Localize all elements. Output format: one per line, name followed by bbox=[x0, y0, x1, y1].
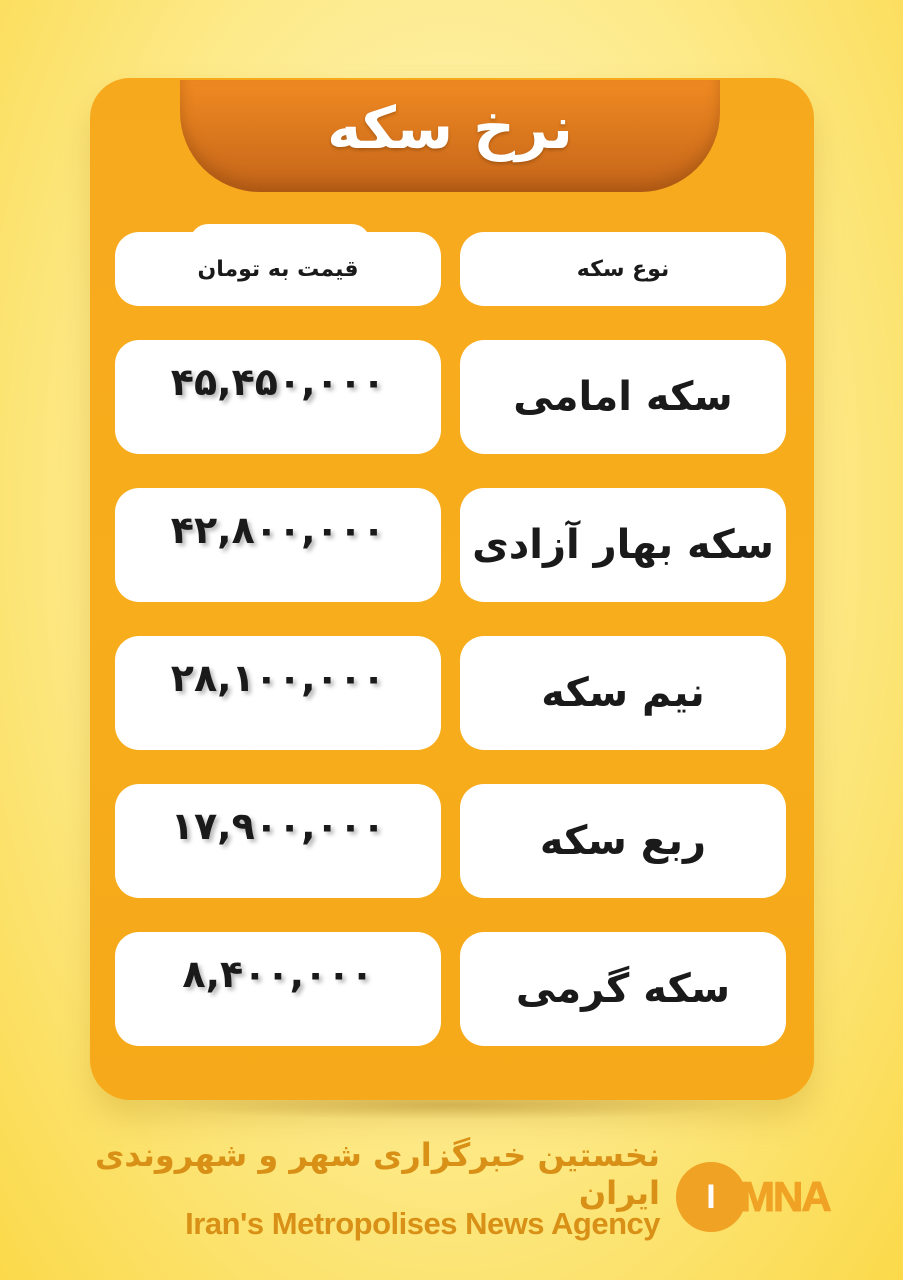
coin-name-cell: ربع سکه bbox=[460, 784, 786, 898]
coin-name-cell: سکه امامی bbox=[460, 340, 786, 454]
footer-english-tagline: Iran's Metropolises News Agency bbox=[185, 1206, 660, 1241]
price-cell: ۴۵,۴۵۰,۰۰۰ bbox=[115, 340, 441, 454]
logo-circle-icon: I bbox=[676, 1162, 746, 1232]
coin-name-cell: نیم سکه bbox=[460, 636, 786, 750]
coin-name-cell: سکه گرمی bbox=[460, 932, 786, 1046]
page-title: نرخ سکه bbox=[327, 94, 573, 162]
header-type: نوع سکه bbox=[460, 232, 786, 306]
price-cell: ۴۲,۸۰۰,۰۰۰ bbox=[115, 488, 441, 602]
coin-name-cell: سکه بهار آزادی bbox=[460, 488, 786, 602]
header-price: قیمت به تومان bbox=[115, 232, 441, 306]
footer-persian-tagline: نخستین خبرگزاری شهر و شهروندی ایران bbox=[95, 1136, 660, 1212]
price-cell: ۸,۴۰۰,۰۰۰ bbox=[115, 932, 441, 1046]
price-cell: ۲۸,۱۰۰,۰۰۰ bbox=[115, 636, 441, 750]
imna-logo bbox=[676, 1160, 846, 1234]
price-cell: ۱۷,۹۰۰,۰۰۰ bbox=[115, 784, 441, 898]
logo-text: MNA bbox=[740, 1173, 830, 1220]
